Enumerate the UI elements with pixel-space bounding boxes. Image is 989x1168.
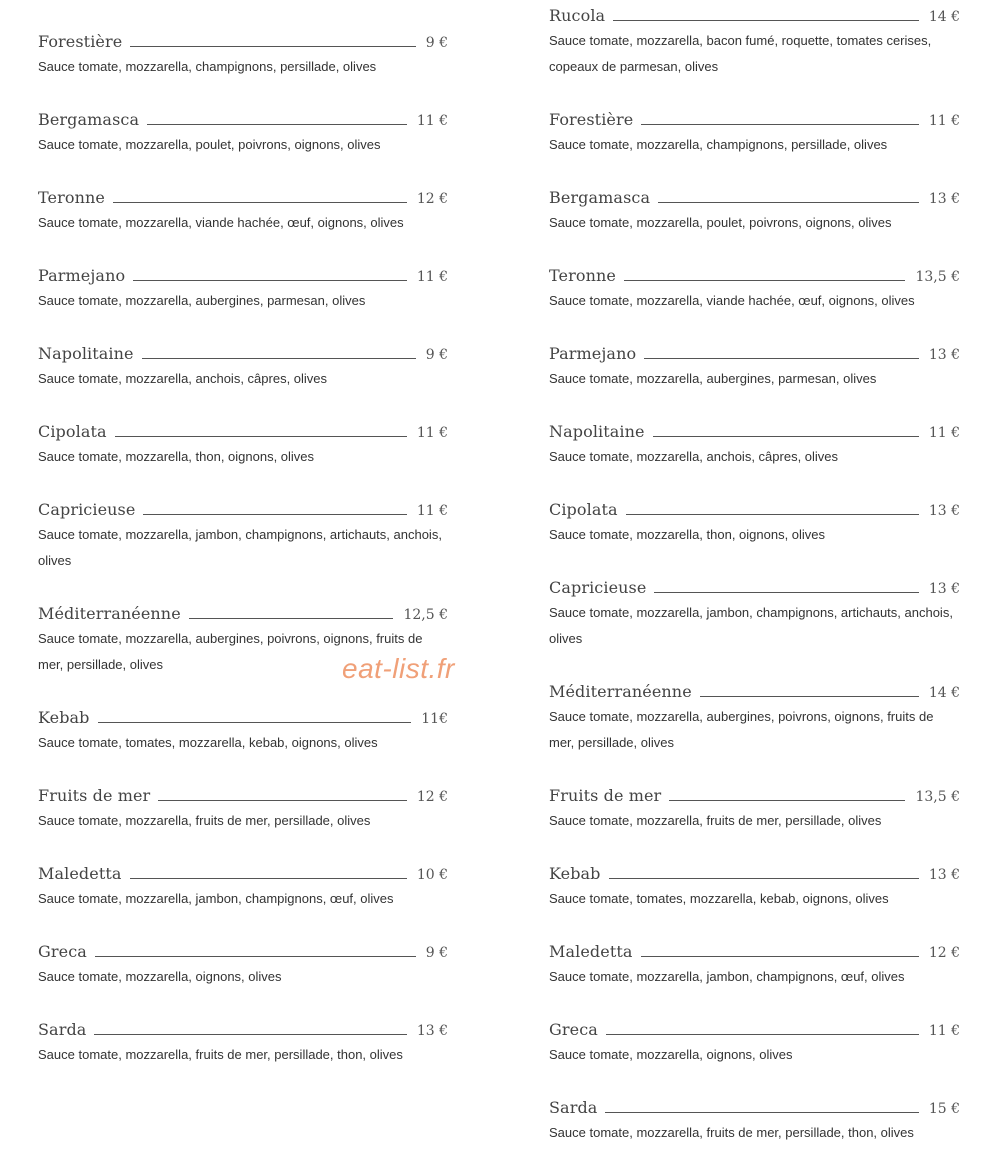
dotted-leader bbox=[658, 202, 919, 203]
menu-item-description: Sauce tomate, tomates, mozzarella, kebab, oignons, olives bbox=[38, 735, 378, 750]
menu-item-description: Sauce tomate, mozzarella, thon, oignons, olives bbox=[38, 449, 315, 464]
menu-item-header bbox=[38, 783, 448, 805]
menu-item-description: Sauce tomate, mozzarella, aubergines, parmesan, olives bbox=[549, 371, 877, 386]
menu-item-price: 13,5 € bbox=[915, 269, 960, 285]
menu-item-name: Greca bbox=[38, 942, 87, 961]
menu-item-description: Sauce tomate, mozzarella, poulet, poivrons, oignons, olives bbox=[38, 137, 381, 152]
menu-item bbox=[549, 783, 960, 834]
menu-item-header bbox=[38, 185, 448, 207]
menu-item bbox=[38, 783, 448, 834]
menu-item-header bbox=[549, 341, 960, 363]
menu-item-description: Sauce tomate, mozzarella, aubergines, poivrons, oignons, fruits de mer, persillade, olives bbox=[38, 631, 423, 672]
menu-item-price: 12 € bbox=[928, 945, 960, 961]
menu-item-description: Sauce tomate, mozzarella, jambon, champignons, œuf, olives bbox=[38, 891, 394, 906]
menu-item-price: 11 € bbox=[416, 113, 448, 129]
menu-item-description: Sauce tomate, mozzarella, jambon, champignons, artichauts, anchois, olives bbox=[549, 605, 953, 646]
dotted-leader bbox=[147, 124, 407, 125]
dotted-leader bbox=[641, 956, 919, 957]
menu-item-price: 9 € bbox=[425, 347, 448, 363]
menu-item-price: 12 € bbox=[416, 191, 448, 207]
menu-item bbox=[38, 705, 448, 756]
menu-item-name: Kebab bbox=[38, 708, 90, 727]
dotted-leader bbox=[641, 124, 919, 125]
menu-item-price: 11 € bbox=[416, 503, 448, 519]
dotted-leader bbox=[142, 358, 416, 359]
menu-item-name: Napolitaine bbox=[38, 344, 134, 363]
dotted-leader bbox=[130, 878, 407, 879]
menu-item-name: Maledetta bbox=[549, 942, 633, 961]
menu-item-name: Sarda bbox=[38, 1020, 87, 1039]
menu-item-price: 13 € bbox=[928, 503, 960, 519]
menu-item-description: Sauce tomate, mozzarella, bacon fumé, roquette, tomates cerises, copeaux de parmesan, olives bbox=[549, 33, 932, 74]
menu-item bbox=[549, 263, 960, 314]
menu-item-header bbox=[38, 939, 448, 961]
menu-item-name: Méditerranéenne bbox=[549, 682, 692, 701]
menu-item bbox=[38, 107, 448, 158]
watermark: eat-list.fr bbox=[342, 653, 455, 684]
menu-item-name: Fruits de mer bbox=[549, 786, 662, 805]
menu-item-name: Rucola bbox=[549, 6, 606, 25]
menu-item-header bbox=[549, 263, 960, 285]
menu-item-name: Parmejano bbox=[549, 344, 637, 363]
dotted-leader bbox=[98, 722, 412, 723]
menu-item-header bbox=[38, 601, 448, 623]
dotted-leader bbox=[609, 878, 919, 879]
dotted-leader bbox=[624, 280, 906, 281]
menu-item-name: Bergamasca bbox=[549, 188, 651, 207]
dotted-leader bbox=[94, 1034, 406, 1035]
menu-item bbox=[549, 107, 960, 158]
menu-item-name: Méditerranéenne bbox=[38, 604, 181, 623]
menu-item-header bbox=[549, 1095, 960, 1117]
menu-item-header bbox=[38, 341, 448, 363]
menu-item-price: 13 € bbox=[416, 1023, 448, 1039]
menu-item-header bbox=[38, 419, 448, 441]
menu-item-header bbox=[549, 3, 960, 25]
menu-item bbox=[38, 497, 448, 574]
menu-item-name: Cipolata bbox=[549, 500, 618, 519]
dotted-leader bbox=[644, 358, 919, 359]
menu-item-name: Bergamasca bbox=[38, 110, 140, 129]
menu-item-header bbox=[38, 29, 448, 51]
menu-item-description: Sauce tomate, mozzarella, thon, oignons, olives bbox=[549, 527, 826, 542]
menu-item-name: Capricieuse bbox=[38, 500, 136, 519]
menu-item-header bbox=[549, 679, 960, 701]
menu-item-price: 11 € bbox=[928, 425, 960, 441]
menu-item-description: Sauce tomate, tomates, mozzarella, kebab, oignons, olives bbox=[549, 891, 889, 906]
menu-item bbox=[549, 341, 960, 392]
menu-item bbox=[549, 1017, 960, 1068]
dotted-leader bbox=[113, 202, 407, 203]
menu-item-description: Sauce tomate, mozzarella, fruits de mer, persillade, thon, olives bbox=[549, 1125, 914, 1140]
menu-item bbox=[549, 185, 960, 236]
menu-item-description: Sauce tomate, mozzarella, poulet, poivrons, oignons, olives bbox=[549, 215, 892, 230]
menu-item bbox=[38, 185, 448, 236]
menu-item-header bbox=[38, 107, 448, 129]
menu-item-description: Sauce tomate, mozzarella, viande hachée, œuf, oignons, olives bbox=[38, 215, 404, 230]
menu-item-header bbox=[38, 705, 448, 727]
menu-item-name: Kebab bbox=[549, 864, 601, 883]
dotted-leader bbox=[700, 696, 919, 697]
menu-item-price: 10 € bbox=[416, 867, 448, 883]
menu-item bbox=[38, 263, 448, 314]
menu-item-name: Cipolata bbox=[38, 422, 107, 441]
menu-item-header bbox=[549, 107, 960, 129]
menu-item-description: Sauce tomate, mozzarella, fruits de mer, persillade, olives bbox=[549, 813, 882, 828]
menu-item-description: Sauce tomate, mozzarella, fruits de mer, persillade, thon, olives bbox=[38, 1047, 403, 1062]
menu-item-price: 15 € bbox=[928, 1101, 960, 1117]
menu-item-header bbox=[549, 1017, 960, 1039]
menu-item-description: Sauce tomate, mozzarella, oignons, olives bbox=[549, 1047, 793, 1062]
menu-item-description: Sauce tomate, mozzarella, oignons, olives bbox=[38, 969, 282, 984]
menu-item-price: 11 € bbox=[928, 113, 960, 129]
menu-item-description: Sauce tomate, mozzarella, aubergines, parmesan, olives bbox=[38, 293, 366, 308]
menu-item-name: Maledetta bbox=[38, 864, 122, 883]
menu-item-description: Sauce tomate, mozzarella, viande hachée, œuf, oignons, olives bbox=[549, 293, 915, 308]
dotted-leader bbox=[605, 1112, 918, 1113]
menu-item-description: Sauce tomate, mozzarella, jambon, champignons, œuf, olives bbox=[549, 969, 905, 984]
dotted-leader bbox=[158, 800, 407, 801]
menu-item-price: 11 € bbox=[928, 1023, 960, 1039]
dotted-leader bbox=[130, 46, 415, 47]
menu-item-header bbox=[549, 497, 960, 519]
dotted-leader bbox=[133, 280, 407, 281]
dotted-leader bbox=[95, 956, 416, 957]
menu-item bbox=[549, 419, 960, 470]
menu-item-header bbox=[38, 263, 448, 285]
menu-item bbox=[549, 575, 960, 652]
menu-item-price: 11 € bbox=[416, 269, 448, 285]
menu-item-price: 13 € bbox=[928, 867, 960, 883]
menu-item-price: 11 € bbox=[416, 425, 448, 441]
menu-item bbox=[38, 939, 448, 990]
dotted-leader bbox=[654, 592, 918, 593]
menu-item-price: 12,5 € bbox=[403, 607, 448, 623]
dotted-leader bbox=[613, 20, 919, 21]
menu-item-name: Greca bbox=[549, 1020, 598, 1039]
menu-item-header bbox=[549, 861, 960, 883]
dotted-leader bbox=[626, 514, 919, 515]
menu-item bbox=[549, 861, 960, 912]
menu-item-price: 13 € bbox=[928, 581, 960, 597]
menu-item-header bbox=[38, 1017, 448, 1039]
menu-item-description: Sauce tomate, mozzarella, anchois, câpres, olives bbox=[549, 449, 839, 464]
menu-item-description: Sauce tomate, mozzarella, fruits de mer, persillade, olives bbox=[38, 813, 371, 828]
menu-item-header bbox=[549, 783, 960, 805]
menu-item-name: Forestière bbox=[549, 110, 634, 129]
menu-item-name: Teronne bbox=[38, 188, 105, 207]
menu-item-price: 11€ bbox=[421, 711, 448, 727]
menu-item-price: 14 € bbox=[928, 685, 960, 701]
menu-item-description: Sauce tomate, mozzarella, champignons, persillade, olives bbox=[549, 137, 888, 152]
dotted-leader bbox=[115, 436, 407, 437]
menu-item bbox=[38, 419, 448, 470]
menu-item bbox=[38, 341, 448, 392]
menu-item-header bbox=[549, 939, 960, 961]
menu-item bbox=[549, 497, 960, 548]
menu-item-description: Sauce tomate, mozzarella, jambon, champignons, artichauts, anchois, olives bbox=[38, 527, 442, 568]
menu-item bbox=[38, 29, 448, 80]
menu-item-header bbox=[549, 419, 960, 441]
menu-item-name: Fruits de mer bbox=[38, 786, 151, 805]
menu-item-name: Sarda bbox=[549, 1098, 598, 1117]
menu-item-price: 14 € bbox=[928, 9, 960, 25]
menu-item-name: Forestière bbox=[38, 32, 123, 51]
menu-item-price: 9 € bbox=[425, 945, 448, 961]
menu-item-description: Sauce tomate, mozzarella, champignons, persillade, olives bbox=[38, 59, 377, 74]
menu-item bbox=[549, 679, 960, 756]
menu-item bbox=[38, 861, 448, 912]
dotted-leader bbox=[143, 514, 406, 515]
menu-item-name: Parmejano bbox=[38, 266, 126, 285]
menu-item-name: Napolitaine bbox=[549, 422, 645, 441]
dotted-leader bbox=[653, 436, 919, 437]
menu-item-price: 13,5 € bbox=[915, 789, 960, 805]
menu-item-name: Teronne bbox=[549, 266, 616, 285]
dotted-leader bbox=[189, 618, 394, 619]
menu-item bbox=[549, 3, 960, 80]
menu-item-header bbox=[549, 185, 960, 207]
dotted-leader bbox=[606, 1034, 919, 1035]
menu-item-price: 13 € bbox=[928, 191, 960, 207]
menu-item-description: Sauce tomate, mozzarella, anchois, câpres, olives bbox=[38, 371, 328, 386]
menu-item-header bbox=[38, 861, 448, 883]
menu-item-header bbox=[38, 497, 448, 519]
menu-item-price: 12 € bbox=[416, 789, 448, 805]
menu-item-header bbox=[549, 575, 960, 597]
menu-item bbox=[38, 1017, 448, 1068]
menu-item bbox=[549, 1095, 960, 1146]
menu-item-description: Sauce tomate, mozzarella, aubergines, poivrons, oignons, fruits de mer, persillade, olives bbox=[549, 709, 934, 750]
menu-item bbox=[549, 939, 960, 990]
menu-item-name: Capricieuse bbox=[549, 578, 647, 597]
menu-item-price: 9 € bbox=[425, 35, 448, 51]
menu-item-price: 13 € bbox=[928, 347, 960, 363]
dotted-leader bbox=[669, 800, 905, 801]
